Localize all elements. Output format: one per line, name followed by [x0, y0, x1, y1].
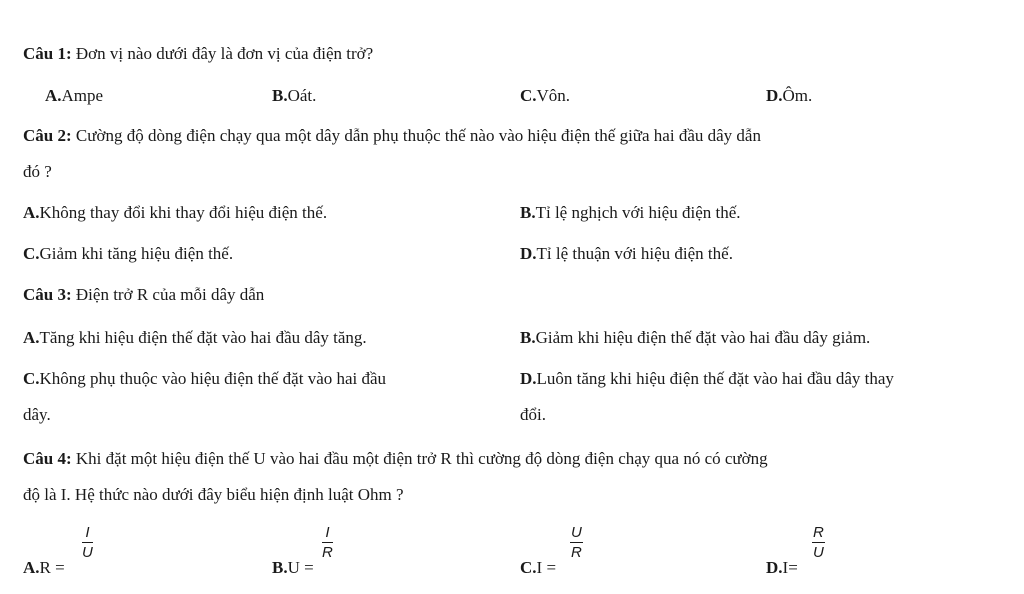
q4-option-b-fraction — [322, 524, 333, 561]
q4-option-b-letter: B. — [272, 558, 288, 577]
q4-option-b-numerator: I — [322, 524, 333, 543]
q4-option-d-denominator: U — [813, 544, 824, 561]
q2-option-b[interactable] — [520, 203, 741, 223]
q1-option-c-letter: C. — [520, 86, 537, 105]
question-3-label: Câu 3: — [23, 285, 72, 304]
q4-option-b-lhs: U = — [287, 558, 314, 577]
q4-option-d-numerator: R — [813, 524, 824, 541]
question-4 — [23, 449, 768, 469]
question-2 — [23, 126, 761, 146]
q3-option-d[interactable] — [520, 369, 894, 389]
q4-option-c-denominator: R — [571, 544, 582, 561]
question-2-text-line1: Cường độ dòng điện chạy qua một dây dẫn phụ thuộc thế nào vào hiệu điện thế giữa hai đầu dây dẫn — [71, 126, 761, 145]
q2-option-b-text: Tỉ lệ nghịch với hiệu điện thế. — [535, 203, 741, 222]
q3-option-b-letter: B. — [520, 328, 536, 347]
q4-option-c-letter: C. — [520, 558, 537, 577]
q1-option-b[interactable] — [272, 86, 316, 106]
q4-option-a-lhs-group — [23, 558, 65, 578]
q4-option-a-fraction — [82, 524, 93, 561]
q2-option-a-text: Không thay đổi khi thay đổi hiệu điện thế. — [39, 203, 328, 222]
q2-option-c-letter: C. — [23, 244, 40, 263]
q2-option-d[interactable] — [520, 244, 733, 264]
question-2-label: Câu 2: — [23, 126, 72, 145]
q4-option-c-lhs: I = — [536, 558, 557, 577]
q4-option-d-lhs: I= — [782, 558, 798, 577]
q1-option-d-letter: D. — [766, 86, 783, 105]
q3-option-c-letter: C. — [23, 369, 40, 388]
q2-option-d-letter: D. — [520, 244, 537, 263]
q1-option-b-text: Oát. — [287, 86, 317, 105]
q3-option-a-letter: A. — [23, 328, 40, 347]
q2-option-a-letter: A. — [23, 203, 40, 222]
q4-option-d-lhs-group — [766, 558, 798, 578]
q4-option-c-numerator: U — [571, 524, 582, 541]
q3-option-a-text: Tăng khi hiệu điện thế đặt vào hai đầu dây tăng. — [39, 328, 367, 347]
q2-option-b-letter: B. — [520, 203, 536, 222]
q4-option-c-fraction — [570, 524, 583, 561]
q4-option-b-lhs-group — [272, 558, 314, 578]
question-4-text-line2: độ là I. Hệ thức nào dưới đây biểu hiện định luật Ohm ? — [23, 485, 404, 504]
q4-option-b-denominator: R — [322, 544, 333, 561]
q1-option-c[interactable] — [520, 86, 570, 106]
q4-option-d-fraction — [812, 524, 825, 561]
q4-option-a-lhs: R = — [39, 558, 65, 577]
question-3-text: Điện trở R của mỗi dây dẫn — [71, 285, 265, 304]
q2-option-a[interactable] — [23, 203, 327, 223]
question-3 — [23, 285, 264, 305]
q3-option-a[interactable] — [23, 328, 367, 348]
q3-option-c-continuation — [23, 405, 51, 425]
question-4-text-line1: Khi đặt một hiệu điện thế U vào hai đầu một điện trở R thì cường độ dòng điện chạy qua nó có cường — [71, 449, 768, 468]
q2-option-c-text: Giảm khi tăng hiệu điện thế. — [39, 244, 234, 263]
q4-option-a-letter: A. — [23, 558, 40, 577]
question-4-label: Câu 4: — [23, 449, 72, 468]
q1-option-c-text: Vôn. — [536, 86, 571, 105]
q3-option-c[interactable] — [23, 369, 386, 389]
q1-option-d[interactable] — [766, 86, 812, 106]
q3-option-d-text-line2: đổi. — [520, 405, 546, 424]
question-2-continuation — [23, 162, 52, 182]
q3-option-d-text-line1: Luôn tăng khi hiệu điện thế đặt vào hai đầu dây thay — [536, 369, 894, 388]
question-4-continuation — [23, 485, 404, 505]
q1-option-a-letter: A. — [45, 86, 62, 105]
q2-option-d-text: Tỉ lệ thuận với hiệu điện thế. — [536, 244, 733, 263]
q3-option-d-continuation — [520, 405, 546, 425]
q3-option-b-text: Giảm khi hiệu điện thế đặt vào hai đầu dây giảm. — [535, 328, 871, 347]
question-2-text-line2: đó ? — [23, 162, 52, 181]
question-1-text: Đơn vị nào dưới đây là đơn vị của điện trở? — [71, 44, 374, 63]
q1-option-a[interactable] — [45, 86, 103, 106]
q3-option-b[interactable] — [520, 328, 870, 348]
q1-option-d-text: Ôm. — [782, 86, 813, 105]
question-1 — [23, 44, 373, 64]
q3-option-c-text-line2: dây. — [23, 405, 51, 424]
q4-option-a-denominator: U — [82, 544, 93, 561]
q1-option-a-text: Ampe — [61, 86, 104, 105]
q4-option-c-lhs-group — [520, 558, 556, 578]
q4-option-a-numerator: I — [82, 524, 93, 543]
q2-option-c[interactable] — [23, 244, 233, 264]
q3-option-c-text-line1: Không phụ thuộc vào hiệu điện thế đặt vào hai đầu — [39, 369, 387, 388]
q4-option-d-letter: D. — [766, 558, 783, 577]
q1-option-b-letter: B. — [272, 86, 288, 105]
q3-option-d-letter: D. — [520, 369, 537, 388]
question-1-label: Câu 1: — [23, 44, 72, 63]
